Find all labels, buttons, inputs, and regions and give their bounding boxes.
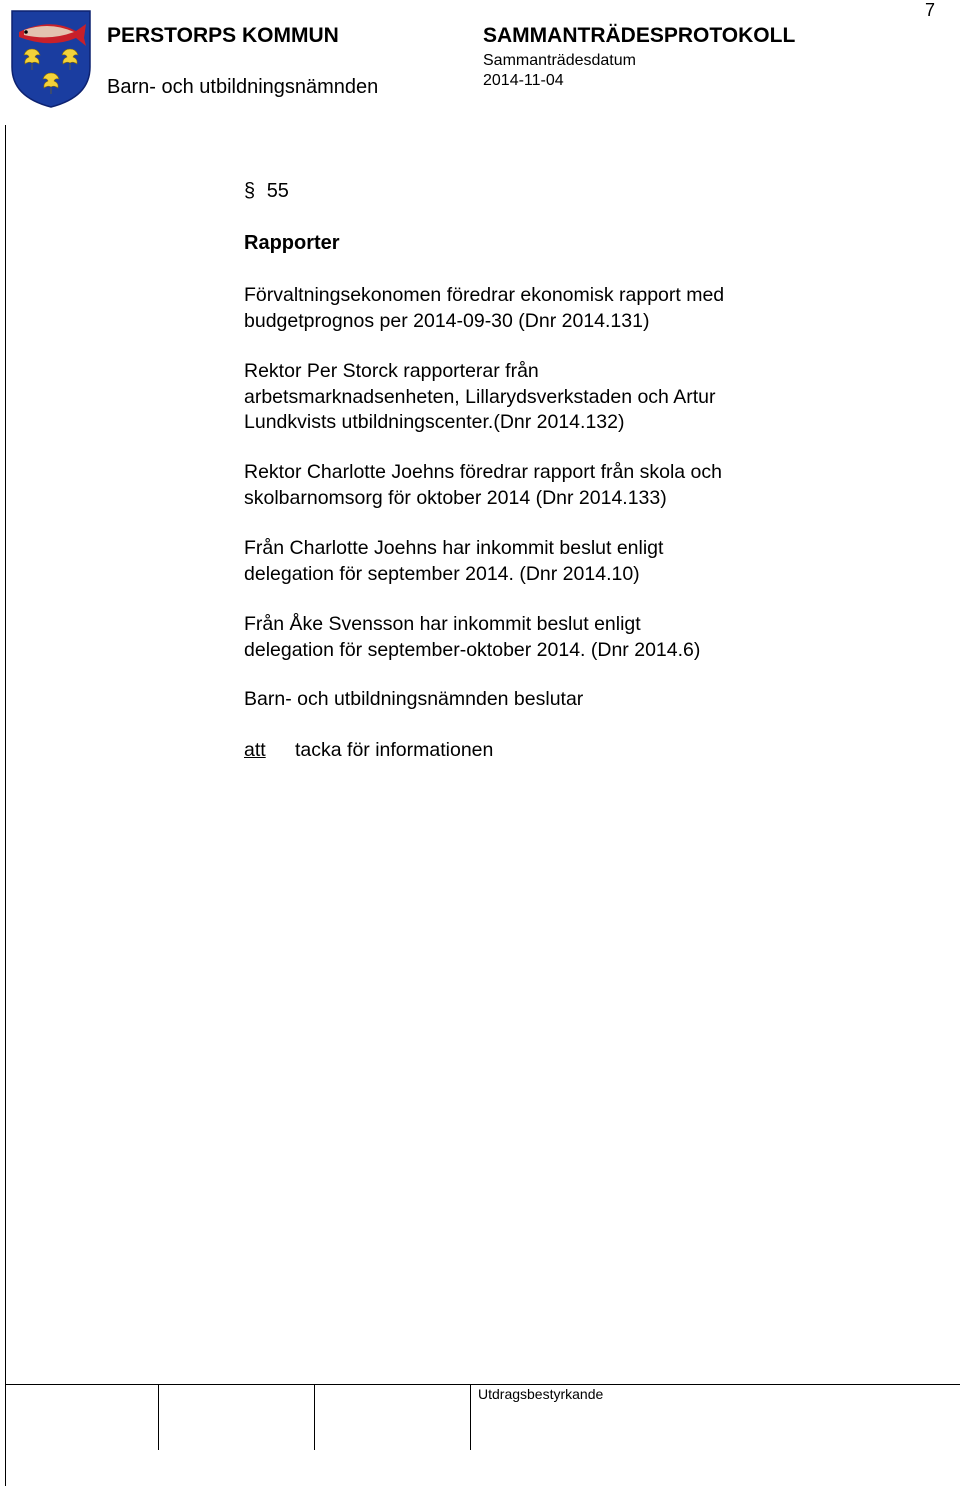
section-title: Rapporter bbox=[244, 232, 340, 254]
meeting-date: 2014-11-04 bbox=[483, 72, 564, 89]
left-margin-rule bbox=[5, 125, 6, 1486]
paragraph-line: delegation för september-oktober 2014. (Dnr 2014.6) bbox=[244, 638, 701, 661]
paragraph bbox=[244, 612, 700, 663]
paragraph-line: budgetprognos per 2014-09-30 (Dnr 2014.131) bbox=[244, 309, 650, 332]
signature-box-divider bbox=[314, 1384, 315, 1450]
certification-label: Utdragsbestyrkande bbox=[478, 1386, 604, 1402]
paragraph-line: Förvaltningsekonomen föredrar ekonomisk rapport med bbox=[244, 284, 725, 306]
signature-box-divider bbox=[470, 1384, 471, 1450]
section-number bbox=[244, 180, 289, 203]
paragraph bbox=[244, 283, 724, 334]
paragraph bbox=[244, 460, 722, 511]
decision-text: tacka för informationen bbox=[295, 739, 494, 761]
paragraph-line: Rektor Per Storck rapporterar från bbox=[244, 360, 539, 382]
paragraph bbox=[244, 359, 716, 436]
signature-box-divider bbox=[158, 1384, 159, 1450]
section-symbol: § bbox=[244, 180, 256, 202]
paragraph bbox=[244, 536, 663, 587]
paragraph-line: Från Charlotte Joehns har inkommit beslut enligt bbox=[244, 537, 664, 559]
paragraph-line: Lundkvists utbildningscenter.(Dnr 2014.132) bbox=[244, 411, 625, 433]
paragraph-line: Rektor Charlotte Joehns föredrar rapport från skola och bbox=[244, 461, 722, 483]
paragraph-line: Från Åke Svensson har inkommit beslut enligt bbox=[244, 613, 641, 635]
paragraph-line: delegation för september 2014. (Dnr 2014.10) bbox=[244, 562, 640, 585]
document-type: SAMMANTRÄDESPROTOKOLL bbox=[483, 24, 796, 47]
municipality-name: PERSTORPS KOMMUN bbox=[107, 24, 339, 47]
paragraph-line: arbetsmarknadsenheten, Lillarydsverkstaden och Artur bbox=[244, 385, 716, 408]
paragraph-line: skolbarnomsorg för oktober 2014 (Dnr 2014.133) bbox=[244, 486, 667, 509]
footer-rule bbox=[5, 1384, 960, 1385]
coat-of-arms-icon bbox=[10, 9, 92, 109]
section-number-value: 55 bbox=[266, 180, 289, 202]
decision-att: att bbox=[244, 739, 266, 761]
meeting-date-label: Sammanträdesdatum bbox=[483, 52, 636, 69]
decision-intro: Barn- och utbildningsnämnden beslutar bbox=[244, 688, 584, 710]
committee-name: Barn- och utbildningsnämnden bbox=[107, 76, 379, 98]
page-number: 7 bbox=[924, 0, 935, 20]
